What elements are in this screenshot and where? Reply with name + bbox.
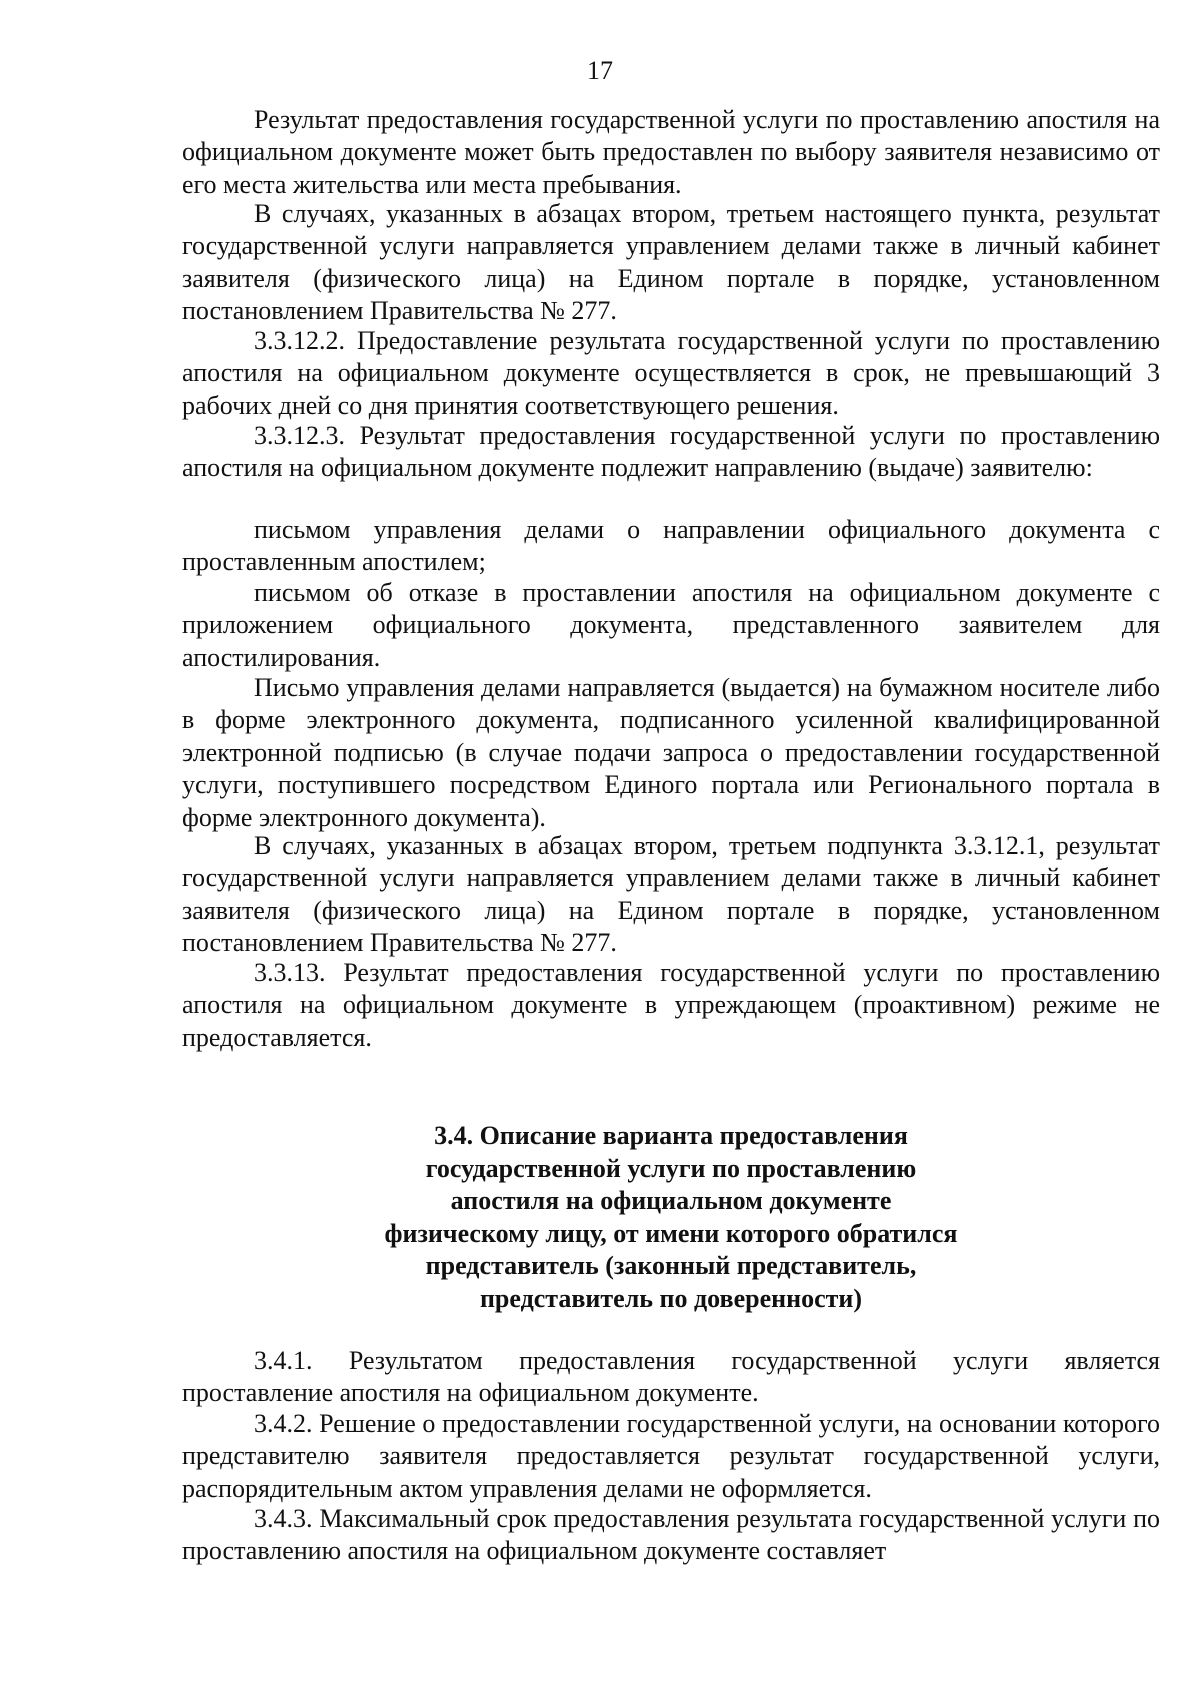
heading-line: представитель по доверенности) (479, 1283, 863, 1313)
paragraph-3-3-13: 3.3.13. Результат предоставления государственной услуги по проставлению апостиля на официальном документе в упреждающем (проактивном) режиме не предоставляется. (182, 958, 1160, 1052)
paragraph-letter-form: Письмо управления делами направляется (выдается) на бумажном носителе либо в форме электронного документа, подписанного усиленной квалифицированной электронной подписью (в случае подачи запроса о предоставлении государственной услуги, поступившего посредством Единого портала или Регионального портала в форме электронного документа). (182, 673, 1160, 832)
heading-line: физическому лицу, от имени которого обратился (384, 1218, 958, 1248)
page-number: 17 (587, 56, 613, 85)
paragraph-3-3-12-3: 3.3.12.3. Результат предоставления государственной услуги по проставлению апостиля на официальном документе подлежит направлению (выдаче) заявителю: (182, 421, 1160, 483)
heading-line: представитель (законный представитель, (425, 1251, 917, 1280)
paragraph-result-by-choice: Результат предоставления государственной услуги по проставлению апостиля на официальном документе может быть предоставлен по выбору заявителя независимо от его места жительства или места пребывания. (182, 105, 1160, 199)
paragraph-letter-apostille: письмом управления делами о направлении официального документа с проставленным апостилем; (182, 515, 1160, 577)
paragraph-3-4-3: 3.4.3. Максимальный срок предоставления результата государственной услуги по проставлению апостиля на официальном документе составляет (182, 1504, 1160, 1566)
heading-line: 3.4. Описание варианта предоставления (434, 1121, 908, 1150)
paragraph-3-4-2: 3.4.2. Решение о предоставлении государственной услуги, на основании которого представителю заявителя предоставляется результат государственной услуги, распорядительным актом управления делами не оформляется. (182, 1409, 1160, 1503)
paragraph-3-3-12-2: 3.3.12.2. Предоставление результата государственной услуги по проставлению апостиля на официальном документе осуществляется в срок, не превышающий 3 рабочих дней со дня принятия соответствующего решения. (182, 326, 1160, 420)
paragraph-letter-refusal: письмом об отказе в проставлении апостиля на официальном документе с приложением официального документа, представленного заявителем для апостилирования. (182, 578, 1160, 672)
section-heading-3-4 (182, 1120, 1160, 1315)
heading-line: апостиля на официальном документе (450, 1186, 892, 1215)
paragraph-cases-personal-cabinet: В случаях, указанных в абзацах втором, третьем настоящего пункта, результат государственной услуги направляется управлением делами также в личный кабинет заявителя (физического лица) на Едином портале в порядке, установленном постановлением Правительства № 277. (182, 199, 1160, 326)
heading-line: государственной услуги по проставлению (425, 1153, 917, 1183)
paragraph-3-4-1: 3.4.1. Результатом предоставления государственной услуги является проставление апостиля на официальном документе. (182, 1346, 1160, 1408)
paragraph-cases-subpoint: В случаях, указанных в абзацах втором, третьем подпункта 3.3.12.1, результат государственной услуги направляется управлением делами также в личный кабинет заявителя (физического лица) на Едином портале в порядке, установленном постановлением Правительства № 277. (182, 831, 1160, 958)
